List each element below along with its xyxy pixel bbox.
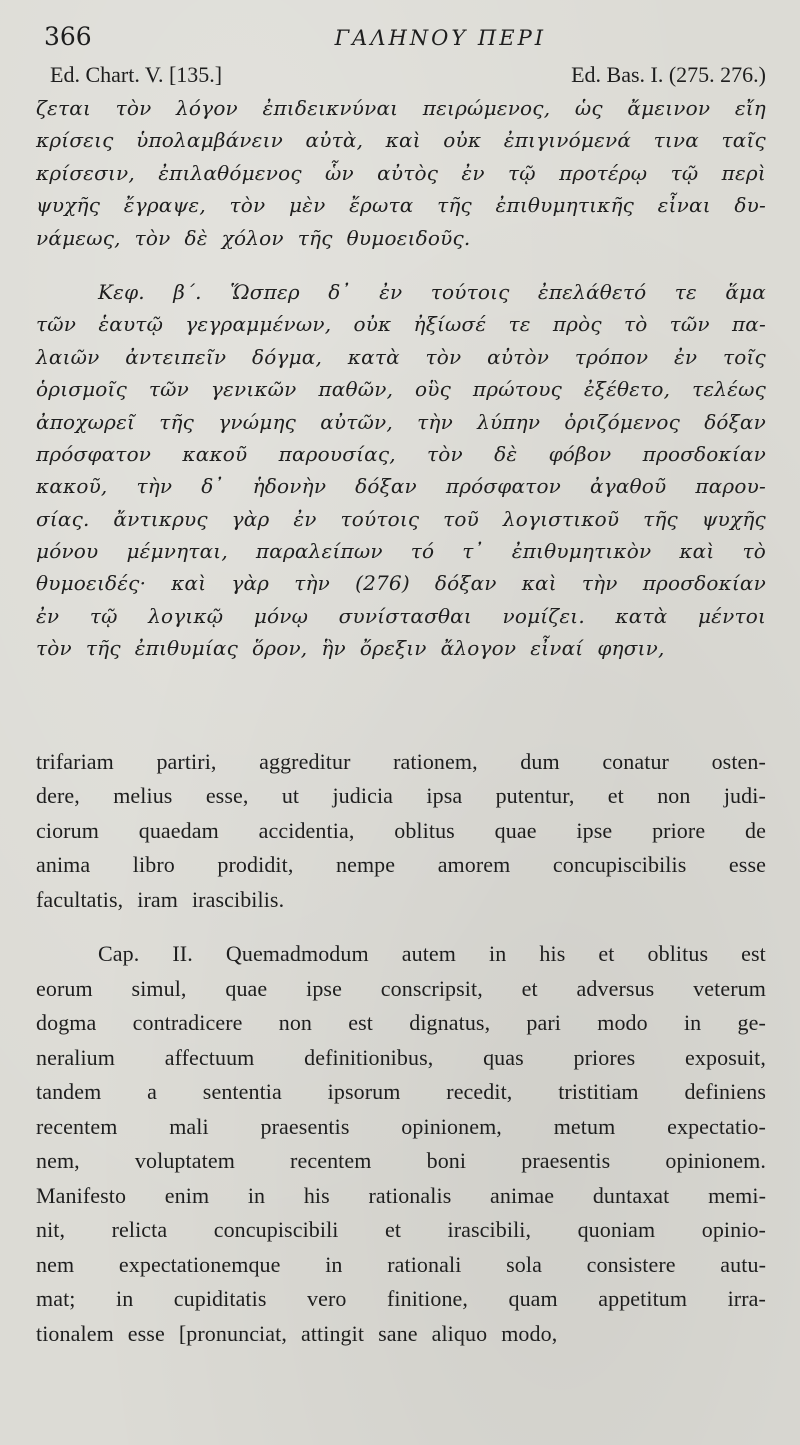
greek-text <box>36 92 766 665</box>
edition-references <box>36 62 766 90</box>
text-line: νάμεως, τὸν δὲ χόλον τῆς θυμοειδοῦς. <box>36 225 471 250</box>
text-line: anima libro prodidit, nempe amorem concupiscibilis esse <box>36 852 766 878</box>
text-line: nit, relicta concupiscibili et irascibili, quoniam opinio- <box>36 1217 766 1243</box>
text-line: Cap. II. Quemadmodum autem in his et oblitus est <box>98 941 766 967</box>
text-line: σίας. ἄντικρυς γὰρ ἐν τούτοις τοῦ λογιστικοῦ τῆς ψυχῆς <box>36 506 766 531</box>
text-line: tionalem esse [pronunciat, attingit sane aliquo modo, <box>36 1320 558 1346</box>
page-number: 366 <box>44 22 92 51</box>
text-line: nem, voluptatem recentem boni praesentis opinionem. <box>36 1148 766 1174</box>
running-header <box>36 22 766 62</box>
text-line: ψυχῆς ἔγραψε, τὸν μὲν ἔρωτα τῆς ἐπιθυμητικῆς εἶναι δυ- <box>36 193 766 218</box>
text-line: Manifesto enim in his rationalis animae duntaxat memi- <box>36 1182 766 1208</box>
text-line: eorum simul, quae ipse conscripsit, et adversus veterum <box>36 975 766 1001</box>
text-line: dere, melius esse, ut judicia ipsa putentur, et non judi- <box>36 783 766 809</box>
section-divider <box>36 665 766 745</box>
text-line: recentem mali praesentis opinionem, metum expectatio- <box>36 1113 766 1139</box>
latin-paragraph-2 <box>36 937 766 1351</box>
running-title: ΓΑΛΗΝΟΥ ΠΕΡΙ <box>334 26 546 50</box>
latin-translation <box>36 745 766 1352</box>
text-line: Κεφ. β΄. Ὥσπερ δ᾽ ἐν τούτοις ἐπελάθετό τε ἅμα <box>98 279 766 304</box>
text-line: neralium affectuum definitionibus, quas priores exposuit, <box>36 1044 766 1070</box>
text-line: λαιῶν ἀντειπεῖν δόγμα, κατὰ τὸν αὐτὸν τρόπον ἐν τοῖς <box>36 344 766 369</box>
text-line: nem expectationemque in rationali sola consistere autu- <box>36 1251 766 1277</box>
text-line: ἐν τῷ λογικῷ μόνῳ συνίστασθαι νομίζει. κατὰ μέντοι <box>36 603 766 628</box>
text-line: tandem a sententia ipsorum recedit, tristitiam definiens <box>36 1079 766 1105</box>
text-line: μόνου μέμνηται, παραλείπων τό τ᾽ ἐπιθυμητικὸν καὶ τὸ <box>36 539 766 564</box>
text-line: facultatis, iram irascibilis. <box>36 886 285 912</box>
edition-left: Ed. Chart. V. [135.] <box>50 62 223 87</box>
edition-right: Ed. Bas. I. (275. 276.) <box>571 62 766 87</box>
text-line: ζεται τὸν λόγον ἐπιδεικνύναι πειρώμενος, ὡς ἄμεινον εἴη <box>36 96 766 120</box>
text-line: ciorum quaedam accidentia, oblitus quae ipse priore de <box>36 817 766 843</box>
text-line: τὸν τῆς ἐπιθυμίας ὅρον, ἣν ὄρεξιν ἄλογον εἶναί φησιν, <box>36 636 665 661</box>
text-line: κρίσεσιν, ἐπιλαθόμενος ὧν αὐτὸς ἐν τῷ προτέρῳ τῷ περὶ <box>36 160 766 185</box>
text-line: κακοῦ, τὴν δ᾽ ἡδονὴν δόξαν πρόσφατον ἀγαθοῦ παρου- <box>36 474 766 499</box>
greek-paragraph-1 <box>36 92 766 254</box>
text-line: dogma contradicere non est dignatus, pari modo in ge- <box>36 1010 766 1036</box>
text-line: πρόσφατον κακοῦ παρουσίας, τὸν δὲ φόβον προσδοκίαν <box>36 441 766 466</box>
text-line: ἀποχωρεῖ τῆς γνώμης αὐτῶν, τὴν λύπην ὁριζόμενος δόξαν <box>36 409 766 434</box>
greek-paragraph-2 <box>36 276 766 665</box>
text-line: ὁρισμοῖς τῶν γενικῶν παθῶν, οὓς πρώτους ἐξέθετο, τελέως <box>36 377 766 402</box>
text-line: κρίσεις ὑπολαμβάνειν αὐτὰ, καὶ οὐκ ἐπιγινόμενά τινα ταῖς <box>36 128 766 153</box>
latin-paragraph-1 <box>36 745 766 918</box>
text-line: τῶν ἑαυτῷ γεγραμμένων, οὐκ ἠξίωσέ τε πρὸς τὸ τῶν πα- <box>36 312 766 337</box>
text-line: mat; in cupiditatis vero finitione, quam appetitum irra- <box>36 1286 766 1312</box>
text-line: θυμοειδές· καὶ γὰρ τὴν (276) δόξαν καὶ τὴν προσδοκίαν <box>36 571 766 596</box>
text-line: trifariam partiri, aggreditur rationem, dum conatur osten- <box>36 748 766 774</box>
